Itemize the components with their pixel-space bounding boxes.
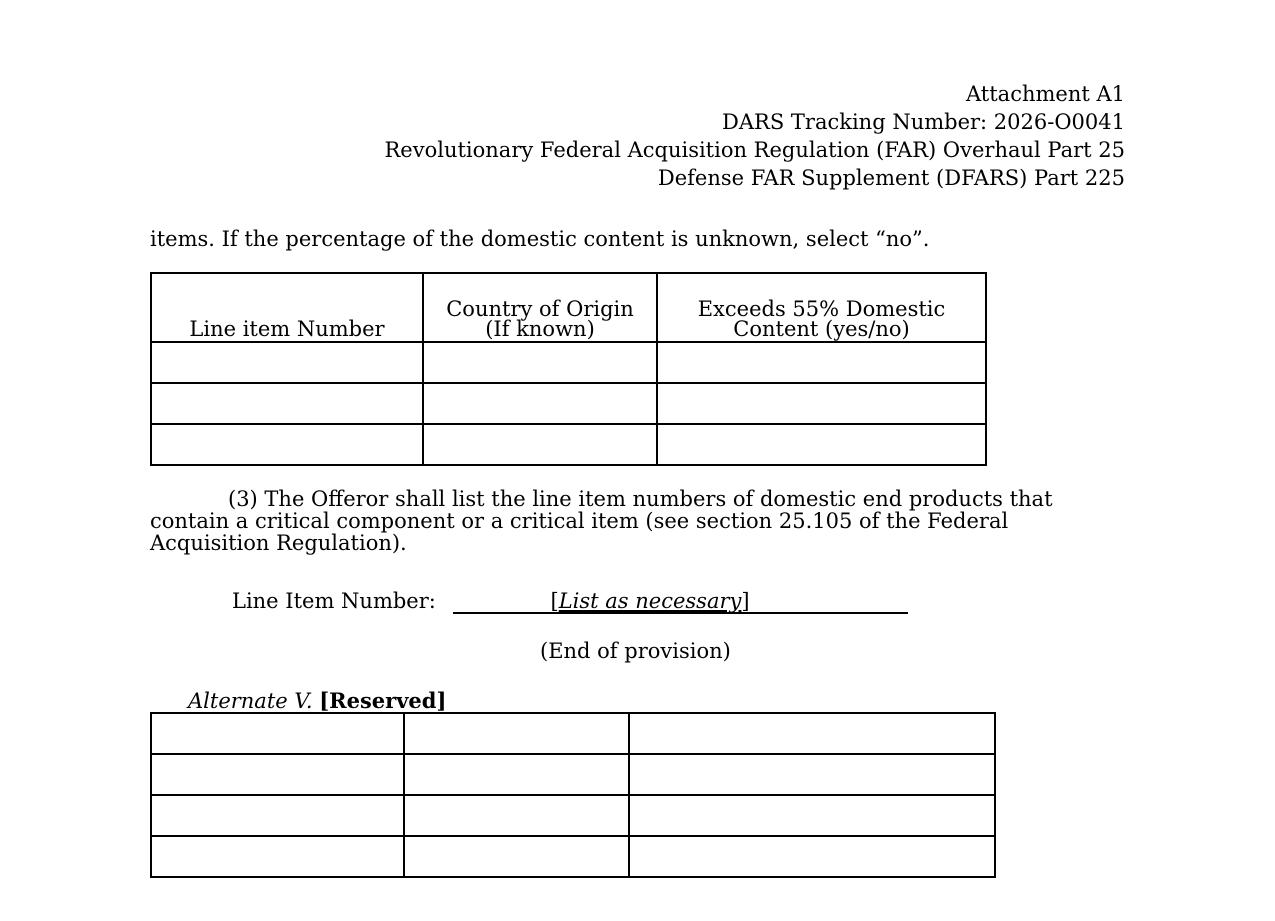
line-item-blank[interactable]: [List as necessary] — [453, 590, 908, 614]
alternate-status: [Reserved] — [319, 688, 447, 713]
header-domestic-content: Exceeds 55% Domestic Content (yes/no) — [657, 273, 986, 342]
header-line-item-number: Line item Number — [151, 273, 423, 342]
dfars-part-title: Defense FAR Supplement (DFARS) Part 225 — [657, 166, 1125, 190]
paragraph-3-first-line: (3) The Offeror shall list the line item numbers of domestic end products that — [228, 487, 1053, 511]
alternate-v-heading — [188, 688, 446, 714]
intro-text: items. If the percentage of the domestic content is unknown, select “no”. — [150, 227, 930, 251]
end-of-provision: (End of provision) — [540, 639, 731, 663]
table-cell[interactable] — [629, 754, 995, 795]
table-cell[interactable] — [404, 754, 629, 795]
table-row — [151, 383, 986, 424]
table-cell[interactable] — [423, 383, 657, 424]
table-row — [151, 754, 995, 795]
table-cell[interactable] — [151, 836, 404, 877]
table-cell[interactable] — [151, 342, 423, 383]
table-header-row — [151, 273, 986, 342]
table-cell[interactable] — [151, 383, 423, 424]
table-cell[interactable] — [404, 836, 629, 877]
table-cell[interactable] — [151, 713, 404, 754]
table-cell[interactable] — [151, 795, 404, 836]
attachment-label: Attachment A1 — [966, 82, 1125, 106]
document-header — [385, 80, 1126, 192]
table-cell[interactable] — [657, 342, 986, 383]
tracking-number: DARS Tracking Number: 2026-O0041 — [722, 110, 1125, 134]
table-cell[interactable] — [423, 342, 657, 383]
far-part-title: Revolutionary Federal Acquisition Regulation (FAR) Overhaul Part 25 — [384, 138, 1125, 162]
table-cell[interactable] — [404, 713, 629, 754]
table-row — [151, 795, 995, 836]
line-item-placeholder: List as necessary — [558, 589, 742, 613]
paragraph-3-rest: contain a critical component or a critical item (see section 25.105 of the Federal Acquisition Regulation). — [150, 509, 1009, 555]
table-cell[interactable] — [657, 424, 986, 465]
table-row — [151, 424, 986, 465]
table-cell[interactable] — [151, 424, 423, 465]
table-cell[interactable] — [629, 836, 995, 877]
table-row — [151, 342, 986, 383]
alternate-table — [150, 712, 996, 878]
table-cell[interactable] — [151, 754, 404, 795]
line-item-label: Line Item Number: — [232, 589, 436, 613]
table-row — [151, 836, 995, 877]
table-cell[interactable] — [404, 795, 629, 836]
alternate-label: Alternate V. — [188, 689, 313, 713]
table-cell[interactable] — [629, 713, 995, 754]
header-country-of-origin: Country of Origin (If known) — [423, 273, 657, 342]
paragraph-3 — [150, 488, 1110, 554]
table-cell[interactable] — [423, 424, 657, 465]
table-cell[interactable] — [657, 383, 986, 424]
domestic-content-table — [150, 272, 987, 466]
table-cell[interactable] — [629, 795, 995, 836]
line-item-field — [232, 588, 908, 614]
table-row — [151, 713, 995, 754]
